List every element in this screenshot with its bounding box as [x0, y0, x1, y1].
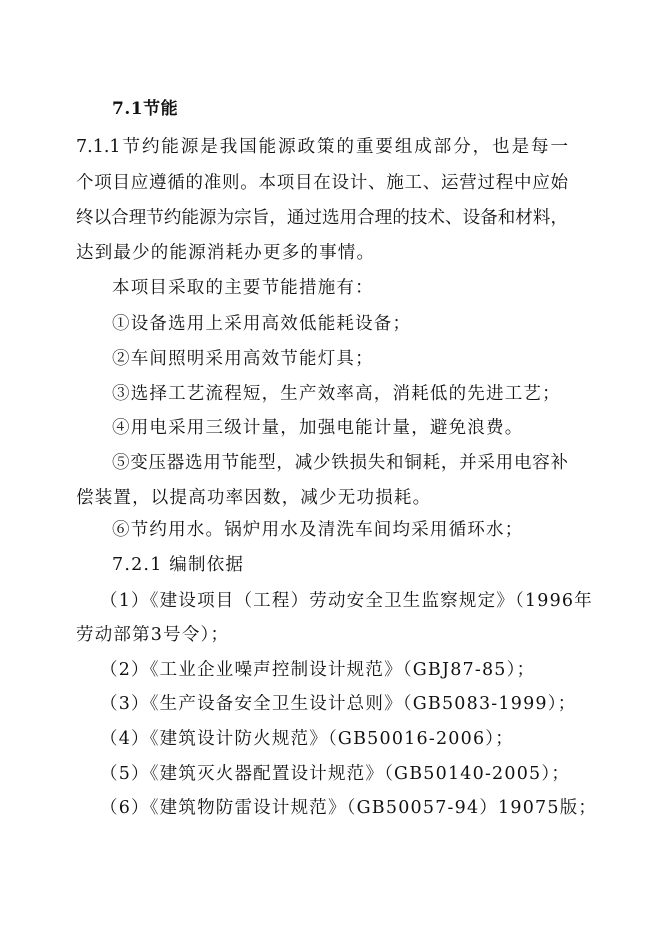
measure-item: ⑤变压器选用节能型，减少铁损失和铜耗，并采用电容补	[112, 453, 568, 473]
measure-item: ⑥节约用水。锅炉用水及清洗车间均采用循环水；	[112, 520, 524, 540]
measure-item: ①设备选用上采用高效低能耗设备；	[112, 314, 412, 334]
subsection-heading: 7.2.1 编制依据	[112, 555, 245, 575]
measures-intro: 本项目采取的主要节能措施有：	[112, 278, 374, 298]
paragraph-line: 7.1.1节约能源是我国能源政策的重要组成部分，也是每一	[76, 137, 568, 157]
reference-item: （6）《建筑物防雷设计规范》（GB50057-94）19075版；	[100, 798, 598, 818]
reference-item: （2）《工业企业噪声控制设计规范》（GBJ87-85）；	[100, 660, 536, 680]
reference-item: （1）《建设项目（工程）劳动安全卫生监察规定》（1996年	[100, 591, 593, 611]
measure-item: ②车间照明采用高效节能灯具；	[112, 349, 374, 369]
measure-item: ④用电采用三级计量，加强电能计量，避免浪费。	[112, 418, 524, 438]
paragraph-line: 个项目应遵循的准则。本项目在设计、施工、运营过程中应始	[76, 173, 568, 193]
section-heading: 7.1节能	[112, 99, 179, 119]
measure-item: ③选择工艺流程短，生产效率高，消耗低的先进工艺；	[112, 384, 561, 404]
reference-item: （3）《生产设备安全卫生设计总则》（GB5083-1999）；	[100, 694, 577, 714]
reference-item: （5）《建筑灭火器配置设计规范》（GB50140-2005）；	[100, 764, 571, 784]
paragraph-line: 终以合理节约能源为宗旨，通过选用合理的技术、设备和材料，	[76, 208, 568, 228]
paragraph-line: 达到最少的能源消耗办更多的事情。	[76, 243, 376, 263]
reference-item: （4）《建筑设计防火规范》（GB50016-2006）；	[100, 729, 514, 749]
measure-item-continued: 偿装置，以提高功率因数，减少无功损耗。	[76, 488, 432, 508]
reference-item-continued: 劳动部第3号令）；	[76, 625, 230, 645]
